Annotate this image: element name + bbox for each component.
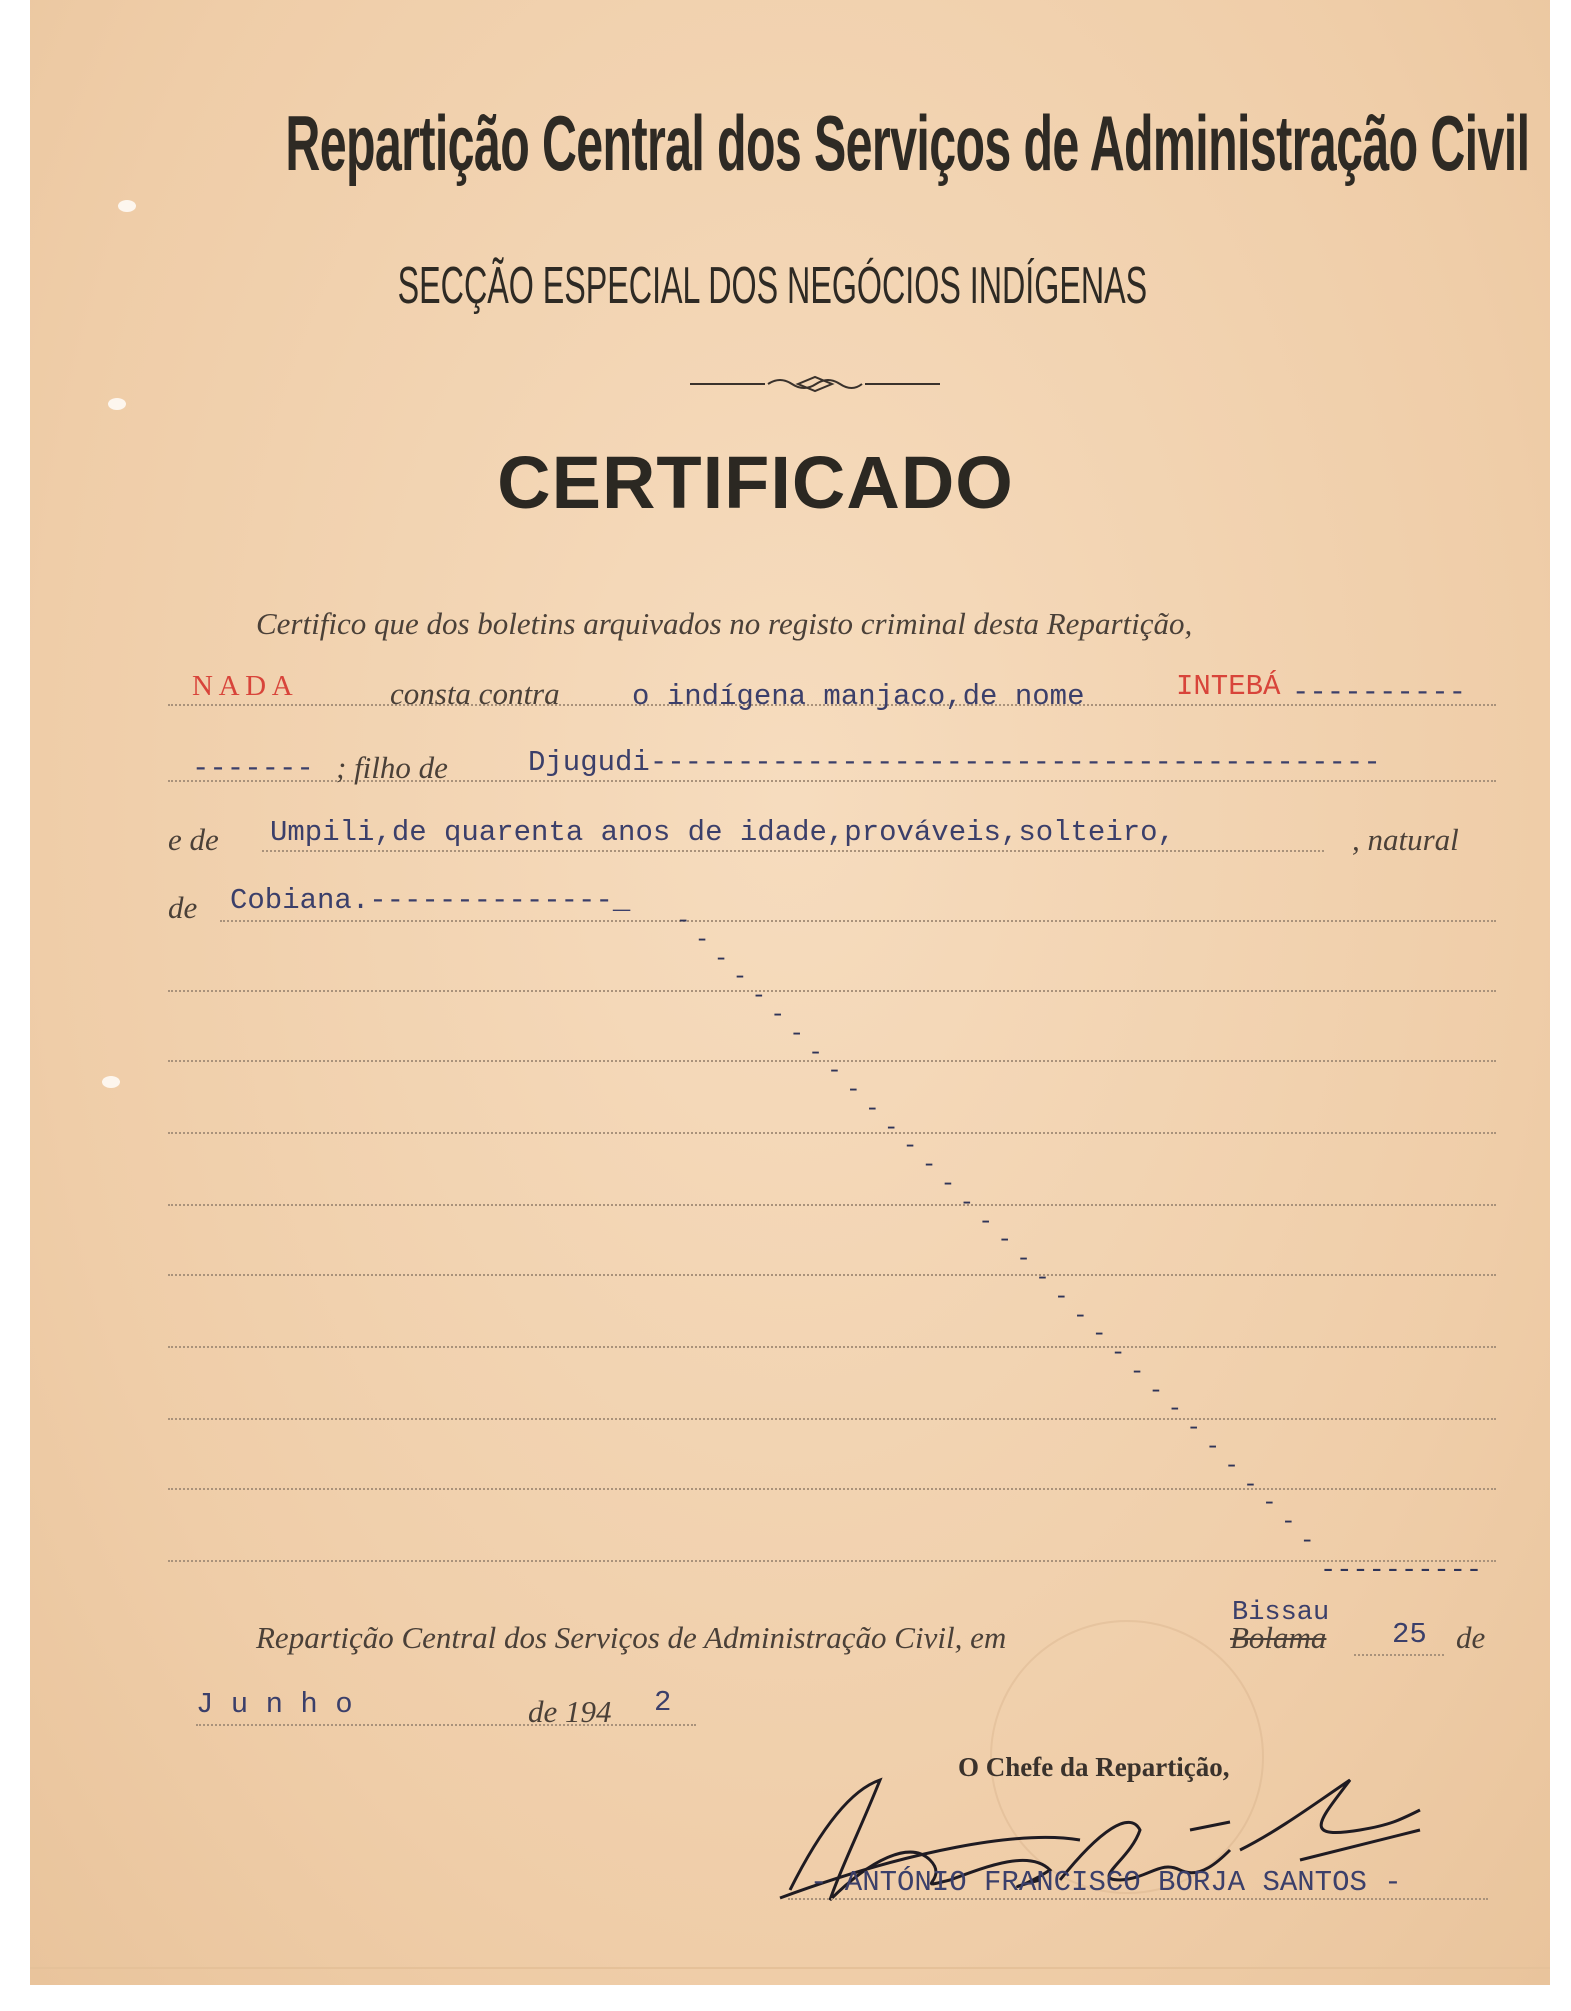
cancellation-dash: - — [884, 1114, 899, 1142]
cancellation-dash: ---------- — [1320, 1556, 1483, 1586]
line-dashes: ------- — [192, 752, 314, 785]
issue-day: 25 — [1392, 1618, 1427, 1651]
cancellation-dash: - — [1110, 1340, 1126, 1368]
e-de-label: e de — [168, 822, 219, 857]
cancellation-dash: - — [921, 1152, 937, 1180]
subject-text: o indígena manjaco,de nome — [632, 680, 1085, 713]
cancellation-dash: - — [827, 1058, 842, 1086]
de-label: de — [168, 890, 198, 925]
de-label-date: de — [1456, 1620, 1486, 1655]
dotted-line — [262, 850, 1324, 852]
cancellation-dash: - — [1243, 1471, 1258, 1499]
dotted-line — [168, 1204, 1496, 1206]
cancellation-dash: - — [940, 1171, 956, 1199]
mother-details: Umpili,de quarenta anos de idade,prováveis,solteiro, — [270, 816, 1175, 849]
result-value: N A D A — [192, 670, 293, 702]
ornament-divider-icon — [680, 372, 950, 396]
cancellation-dash: - — [865, 1095, 880, 1123]
name-dashes: ---------- — [1292, 676, 1467, 709]
father-name: Djugudi------------------------------------------ — [528, 746, 1381, 779]
punch-hole — [102, 1076, 120, 1088]
dotted-line — [168, 1560, 1496, 1562]
cancellation-dash: - — [846, 1077, 861, 1105]
dotted-line — [220, 920, 1496, 922]
origin-place: Cobiana.--------------_ — [230, 884, 631, 917]
filho-label: ; filho de — [336, 750, 448, 785]
year-digit: 2 — [654, 1686, 672, 1719]
cancellation-dash: - — [1016, 1246, 1031, 1274]
dotted-line — [168, 1488, 1496, 1490]
natural-label: , natural — [1352, 822, 1459, 857]
punch-hole — [118, 200, 136, 212]
cancellation-dash: - — [902, 1133, 918, 1161]
cancellation-dash: - — [959, 1189, 975, 1217]
dotted-line — [168, 1274, 1496, 1276]
signer-name: - ANTÓNIO FRANCISCO BORJA SANTOS - — [810, 1866, 1402, 1899]
signer-title: O Chefe da Repartição, — [958, 1752, 1230, 1782]
certificate-heading: CERTIFICADO — [497, 441, 1014, 524]
subject-name: INTEBÁ — [1176, 670, 1281, 703]
dotted-line — [168, 1346, 1496, 1348]
cancellation-dash: - — [732, 964, 748, 992]
dotted-line — [196, 1724, 696, 1726]
cancellation-dash: - — [978, 1208, 993, 1236]
cancellation-dash: - — [1129, 1358, 1145, 1386]
cancellation-dash: - — [1186, 1415, 1201, 1443]
cancellation-dash: - — [1300, 1528, 1315, 1555]
dotted-line — [1354, 1654, 1444, 1656]
issue-month: J u n h o — [196, 1688, 353, 1721]
cancellation-dash: - — [808, 1039, 823, 1067]
dotted-line — [168, 990, 1496, 992]
cancellation-dash: - — [694, 926, 710, 954]
cancellation-dash: - — [1092, 1321, 1107, 1349]
cancellation-dash: - — [1148, 1377, 1164, 1405]
cancellation-dash: - — [1205, 1434, 1220, 1462]
cancellation-dash: - — [770, 1001, 785, 1029]
cancellation-dash: - — [1262, 1490, 1277, 1518]
cancellation-dash: - — [751, 983, 767, 1011]
dotted-line — [168, 1132, 1496, 1134]
issuer-text: Repartição Central dos Serviços de Administração Civil, em — [256, 1620, 1007, 1655]
punch-hole — [108, 398, 126, 410]
cancellation-dash: - — [1054, 1283, 1069, 1311]
dotted-line — [168, 1418, 1496, 1420]
paper-crease — [30, 1967, 1550, 1969]
place-struck: Bolama — [1230, 1620, 1327, 1655]
consta-label: consta contra — [390, 676, 560, 711]
page-title: Repartição Central dos Serviços de Administração Civil — [285, 99, 1530, 187]
place-correction: Bissau — [1232, 1598, 1330, 1628]
cancellation-dash: - — [1167, 1396, 1183, 1424]
cancellation-dash: - — [789, 1020, 804, 1048]
cancellation-dash: - — [1035, 1264, 1050, 1292]
year-label: de 194 — [528, 1694, 612, 1729]
cancellation-dash: - — [1281, 1509, 1296, 1537]
intro-text: Certifico que dos boletins arquivados no registo criminal desta Repartição, — [256, 606, 1193, 641]
cancellation-dash: - — [1224, 1452, 1239, 1480]
cancellation-dash: - — [713, 945, 729, 973]
section-title: SECÇÃO ESPECIAL DOS NEGÓCIOS INDÍGENAS — [397, 257, 1148, 315]
cancellation-dash: - — [997, 1227, 1012, 1255]
cancellation-dash: - — [1073, 1302, 1088, 1330]
cancellation-dash: - — [676, 908, 691, 935]
